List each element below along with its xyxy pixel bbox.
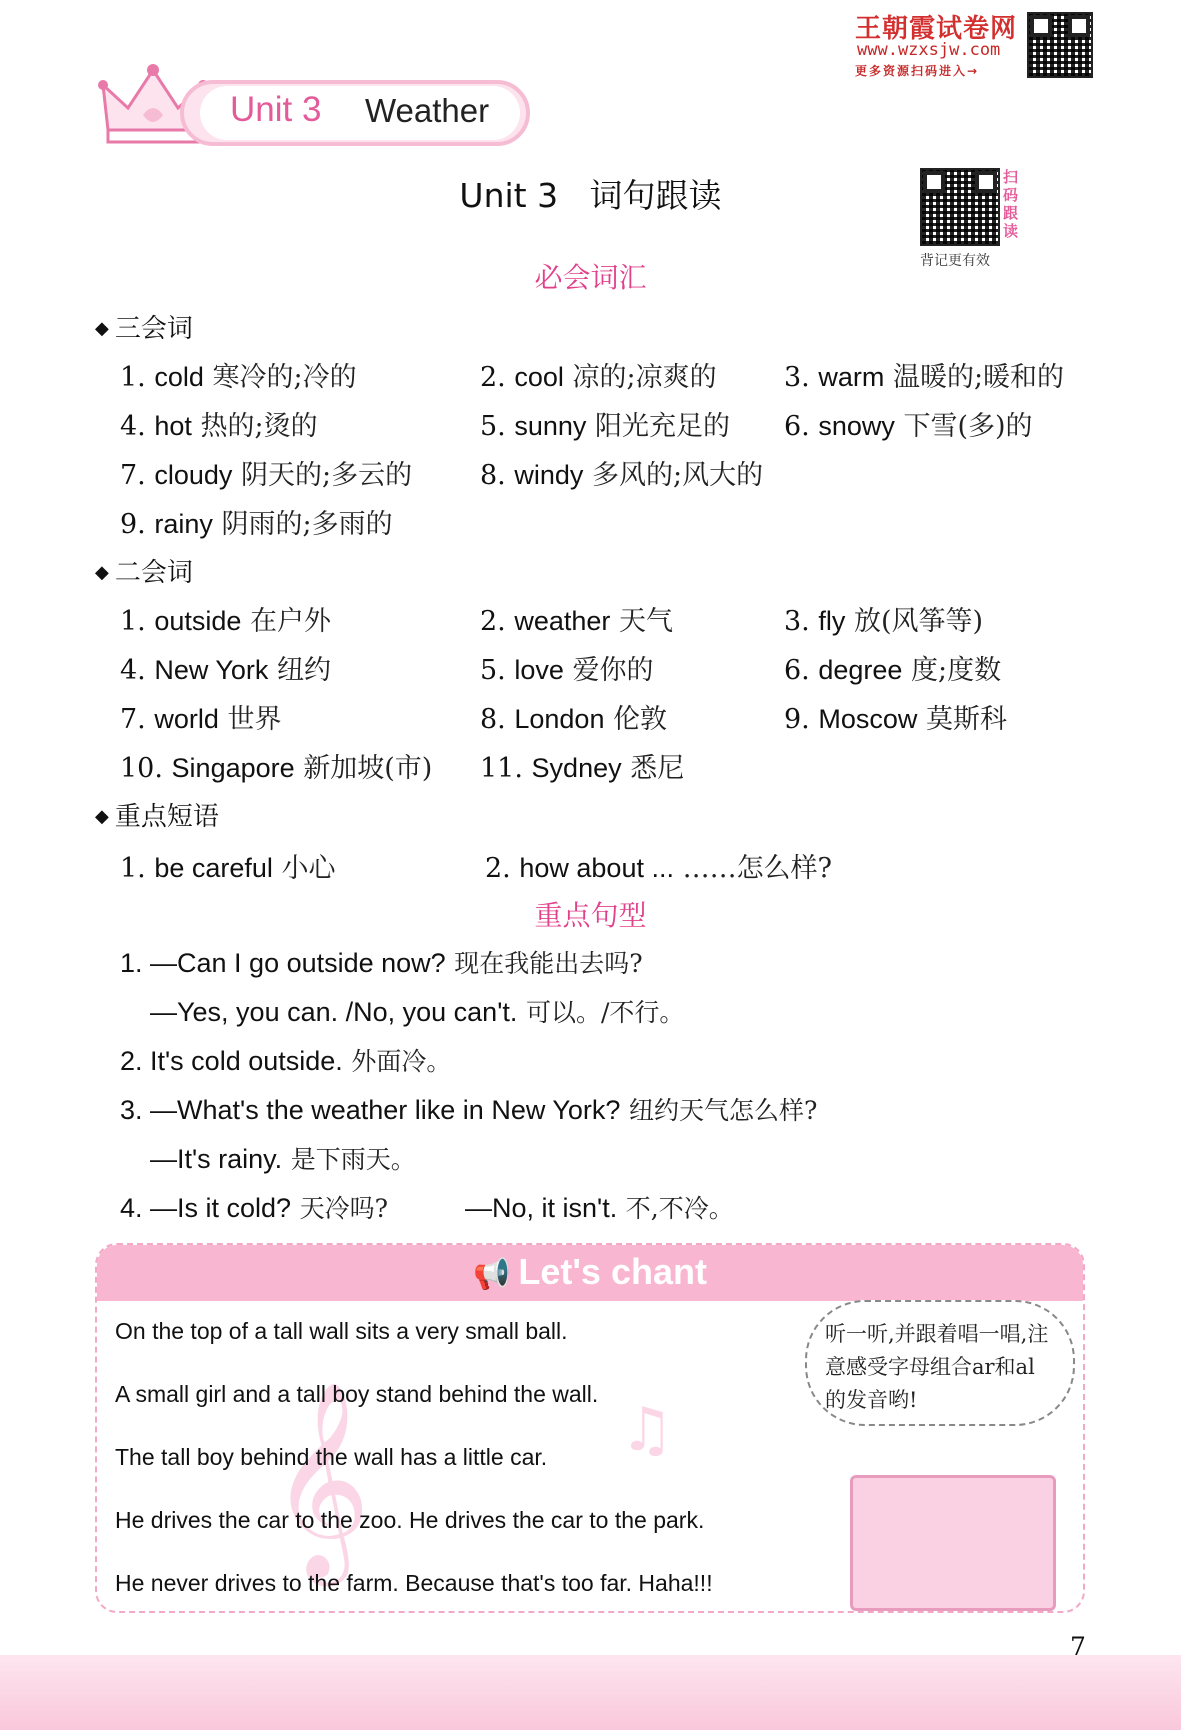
- vocab-number: 5.: [480, 411, 506, 442]
- vocab-chinese: 放(风筝等): [853, 606, 984, 637]
- vocab-number: 8.: [480, 704, 506, 735]
- sentence-english: 2. It's cold outside.: [120, 1046, 343, 1076]
- vocab-item: [485, 846, 832, 885]
- vocab-english: windy: [514, 460, 584, 490]
- vocab-english: weather: [514, 606, 611, 636]
- category-two-skill: ◆ 二会词: [95, 558, 193, 588]
- vocab-item: [120, 697, 281, 736]
- vocab-number: 9.: [120, 509, 146, 540]
- vocab-english: Singapore: [171, 753, 295, 783]
- vocab-number: 11.: [480, 753, 523, 784]
- sentence-item: [120, 944, 643, 980]
- vocab-chinese: 小心: [281, 853, 336, 884]
- vocab-chinese: 阴雨的;多雨的: [221, 509, 393, 540]
- vocab-chinese: 天气: [619, 606, 674, 637]
- sentence-english: 4. —Is it cold?: [120, 1193, 292, 1223]
- page-heading: Unit 3 词句跟读: [459, 176, 722, 215]
- diamond-bullet-icon: ◆: [95, 806, 109, 827]
- vocab-item: [120, 599, 331, 638]
- vocab-item: [120, 355, 357, 394]
- vocab-number: 3.: [784, 362, 810, 393]
- treble-clef-icon: 𝄞: [270, 1380, 371, 1578]
- vocab-item: [480, 648, 653, 687]
- vocab-number: 1.: [120, 362, 146, 393]
- vocab-item: [480, 453, 763, 492]
- brand-qr-code-icon[interactable]: [1027, 12, 1093, 78]
- vocab-number: 9.: [784, 704, 810, 735]
- vocab-chinese: 阴天的;多云的: [241, 460, 413, 491]
- vocab-item: [120, 502, 393, 541]
- vocab-english: rainy: [154, 509, 213, 539]
- vocab-english: New York: [154, 655, 269, 685]
- vocab-item: [480, 746, 684, 785]
- vocab-chinese: 在户外: [250, 606, 332, 637]
- brand-name: 王朝霞试卷网: [855, 14, 1018, 44]
- diamond-bullet-icon: ◆: [95, 562, 109, 583]
- sentence-item: [120, 1091, 817, 1127]
- vocab-chinese: 新加坡(市): [303, 753, 433, 784]
- vocab-item: [120, 648, 331, 687]
- vocab-item: [480, 355, 717, 394]
- chant-line: A small girl and a tall boy stand behind the wall.: [115, 1381, 599, 1407]
- vocab-number: 2.: [480, 362, 506, 393]
- vocab-english: degree: [818, 655, 903, 685]
- speech-bubble: 听一听,并跟着唱一唱,注意感受字母组合ar和al的发音哟!: [805, 1300, 1075, 1426]
- category-phrases: ◆ 重点短语: [95, 802, 219, 832]
- vocab-item: [784, 648, 1001, 687]
- vocab-english: how about ...: [519, 853, 674, 883]
- chant-line: The tall boy behind the wall has a little car.: [115, 1444, 548, 1470]
- sentence-item: [150, 993, 684, 1029]
- vocab-chinese: 温暖的;暖和的: [892, 362, 1065, 393]
- vocab-number: 2.: [485, 853, 511, 884]
- vocab-number: 8.: [480, 460, 506, 491]
- vocab-item: [784, 404, 1033, 443]
- vocab-number: 6.: [784, 655, 810, 686]
- vocab-chinese: 多风的;风大的: [591, 460, 764, 491]
- vocab-chinese: 阳光充足的: [595, 411, 731, 442]
- vocab-item: [480, 404, 730, 443]
- vocab-chinese: 世界: [227, 704, 282, 735]
- qr-caption: 背记更有效: [920, 253, 990, 269]
- sentence-chinese: 可以。/不行。: [525, 998, 685, 1027]
- sentence-chinese: 纽约天气怎么样?: [629, 1096, 818, 1125]
- sentence-item: [465, 1189, 734, 1225]
- vocab-english: fly: [818, 606, 846, 636]
- vocab-chinese: 下雪(多)的: [903, 411, 1033, 442]
- vocab-number: 7.: [120, 460, 146, 491]
- music-note-icon: ♫: [620, 1395, 674, 1465]
- vocab-item: [480, 599, 673, 638]
- vocab-chinese: 寒冷的;冷的: [212, 362, 357, 393]
- brand-tip: 更多资源扫码进入→: [855, 64, 980, 78]
- vocab-item: [784, 697, 1007, 736]
- vocab-item: [784, 599, 983, 638]
- vocab-chinese: 热的;烫的: [200, 411, 318, 442]
- vocab-english: sunny: [514, 411, 587, 441]
- sentence-chinese: 不,不冷。: [625, 1194, 734, 1223]
- kids-board-illustration: [850, 1475, 1056, 1611]
- vocab-item: [480, 697, 667, 736]
- sentence-english: 3. —What's the weather like in New York?: [120, 1095, 621, 1125]
- page-number: 7: [1070, 1632, 1086, 1661]
- sentence-item: [150, 1140, 416, 1176]
- vocab-item: [120, 846, 336, 885]
- vocab-chinese: 莫斯科: [925, 704, 1007, 735]
- vocab-english: London: [514, 704, 605, 734]
- qr-label: 扫码跟读: [1003, 168, 1019, 240]
- megaphone-icon: 📢: [473, 1258, 511, 1291]
- vocab-english: love: [514, 655, 564, 685]
- vocab-english: be careful: [154, 853, 273, 883]
- vocab-number: 2.: [480, 606, 506, 637]
- vocab-english: warm: [818, 362, 885, 392]
- vocab-chinese: 伦敦: [613, 704, 668, 735]
- vocab-item: [120, 453, 412, 492]
- vocab-item: [784, 355, 1064, 394]
- chant-line: He drives the car to the zoo. He drives the car to the park.: [115, 1507, 705, 1533]
- sentence-chinese: 天冷吗?: [299, 1194, 389, 1223]
- vocab-english: world: [154, 704, 219, 734]
- sentence-chinese: 外面冷。: [351, 1047, 452, 1076]
- vocab-chinese: 度;度数: [911, 655, 1002, 686]
- vocab-english: cloudy: [154, 460, 233, 490]
- vocab-number: 6.: [784, 411, 810, 442]
- bottom-decoration: [0, 1655, 1181, 1730]
- vocab-english: snowy: [818, 411, 895, 441]
- unit-label: Unit 3: [230, 90, 322, 129]
- chant-line: He never drives to the farm. Because that's too far. Haha!!!: [115, 1570, 713, 1596]
- sentence-english: 1. —Can I go outside now?: [120, 948, 446, 978]
- sentences-section-title: 重点句型: [534, 899, 647, 932]
- vocabulary-section-title: 必会词汇: [534, 261, 647, 294]
- vocab-chinese: 悉尼: [630, 753, 685, 784]
- vocab-english: cold: [154, 362, 204, 392]
- unit-title: Weather: [365, 92, 490, 129]
- follow-read-qr-code-icon[interactable]: [920, 168, 1000, 246]
- vocab-number: 5.: [480, 655, 506, 686]
- vocab-english: Sydney: [531, 753, 622, 783]
- vocab-chinese: 纽约: [277, 655, 332, 686]
- vocab-item: [120, 746, 432, 785]
- vocab-chinese: 凉的;凉爽的: [572, 362, 717, 393]
- sentence-item: [120, 1042, 451, 1078]
- brand-url[interactable]: www.wzxsjw.com: [857, 40, 1001, 60]
- sentence-chinese: 现在我能出去吗?: [454, 949, 643, 978]
- vocab-number: 3.: [784, 606, 810, 637]
- vocab-number: 4.: [120, 411, 146, 442]
- vocab-chinese: ……怎么样?: [682, 853, 833, 884]
- sentence-english: —Yes, you can. /No, you can't.: [150, 997, 518, 1027]
- vocab-number: 1.: [120, 853, 146, 884]
- vocab-number: 1.: [120, 606, 146, 637]
- vocab-number: 10.: [120, 753, 163, 784]
- vocab-number: 4.: [120, 655, 146, 686]
- sentence-english: —It's rainy.: [150, 1144, 283, 1174]
- sentence-english: —No, it isn't.: [465, 1193, 618, 1223]
- vocab-english: Moscow: [818, 704, 918, 734]
- vocab-number: 7.: [120, 704, 146, 735]
- vocab-chinese: 爱你的: [572, 655, 654, 686]
- chant-line: On the top of a tall wall sits a very small ball.: [115, 1318, 568, 1344]
- vocab-english: hot: [154, 411, 192, 441]
- vocab-english: outside: [154, 606, 242, 636]
- vocab-item: [120, 404, 318, 443]
- category-three-skill: ◆ 三会词: [95, 314, 193, 344]
- diamond-bullet-icon: ◆: [95, 318, 109, 339]
- sentence-item: [120, 1189, 388, 1225]
- vocab-english: cool: [514, 362, 564, 392]
- sentence-chinese: 是下雨天。: [290, 1145, 416, 1174]
- chant-title: 📢 Let's chant: [473, 1251, 707, 1292]
